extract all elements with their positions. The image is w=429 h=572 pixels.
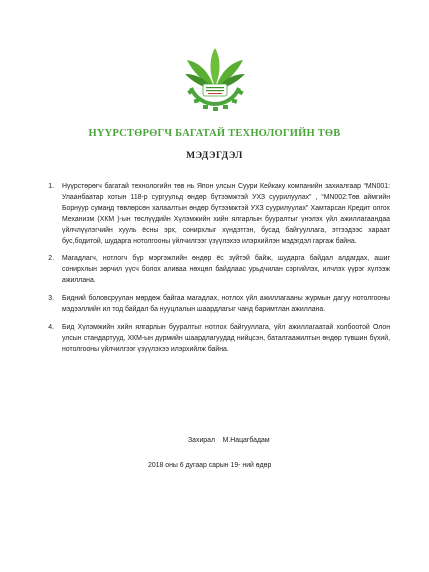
item-text: Бид Хүлэмжийн хийн ялгарлын бууралтыг нотлох байгууллага, үйл ажиллагаатай холбоотой Олон улсын стандартууд, ХКМ-ын дүрмийн шаардлагуудад нийцсэн, баталгаажилтын өндөр түвшин бүхий, нотолгооны үйлчилгээг үзүүлэхээ илэрхийлж байна. bbox=[62, 323, 390, 353]
item-number: 1. bbox=[48, 183, 54, 190]
statement-item bbox=[40, 254, 390, 287]
leaf-gear-logo-icon bbox=[179, 44, 251, 116]
item-text: Магадлагч, нотлогч бүр мэргэжлийн өндөр ёс зүйтэй байж, шударга байдал алдагдах, ашиг сонирхлын зөрчил үүсч болох аливаа нөхцөл байдлаас урьдчилан сэргийлэх, илчлэх үүрэг хүлээж ажиллана. bbox=[62, 255, 390, 285]
item-number: 2. bbox=[48, 255, 54, 263]
document-title: МЭДЭГДЭЛ bbox=[186, 151, 243, 161]
document-date: 2018 оны 6 дугаар сарын 19- ний өдөр bbox=[148, 462, 272, 469]
organization-title: НҮҮРСТӨРӨГЧ БАГАТАЙ ТЕХНОЛОГИЙН ТӨВ bbox=[88, 128, 341, 139]
organization-logo bbox=[179, 44, 251, 116]
item-text: Нүүрстөрөгч багатай технологийн төв нь Япон улсын Суури Кейкаку компанийн захиалгаар “MN001: Улаанбаатар хотын 118-р сургуульд өндөр бүтээмжтэй УХЗ суурилуулах” , “MN002:Төв аймгийн Борнуур сумаңд төвлөрсөн халаалтын өндөр бүтээмжтэй УХЗ суурилуулах” Хамтарсан Кредит олгох Механизм (ХКМ )-ын төслүүдийн Хүлэмжийн хийн ялгарлын бууралтыг үнэлэх үйл ажиллагаандаа үйлчлүүлэгчийн хууль ёсны эрх, сонирхлыг хүндэтгэн, бусад байгууллага, этгээдээс хараат бус,бодитой, шударга нотолгооны үйлчилгээг үзүүлэхээ илэрхийлэн мэдэгдэл гаргаж байна. bbox=[62, 183, 390, 245]
signature-line: Захирал М.Нацагбадам bbox=[188, 437, 270, 444]
item-number: 3. bbox=[48, 295, 54, 303]
statement-item bbox=[40, 182, 390, 247]
statement-list bbox=[40, 182, 390, 363]
statement-item bbox=[40, 323, 390, 356]
item-text: Бидний боловсруулан мөрдөж байгаа магадлах, нотлох үйл ажиллагааны журмын дагуу нотолгооны мэдээллийн ил тод байдал ба нууцлалын шаардлагыг чанд баримтлан ажиллана. bbox=[62, 295, 390, 314]
statement-item bbox=[40, 294, 390, 316]
item-number: 4. bbox=[48, 323, 54, 331]
